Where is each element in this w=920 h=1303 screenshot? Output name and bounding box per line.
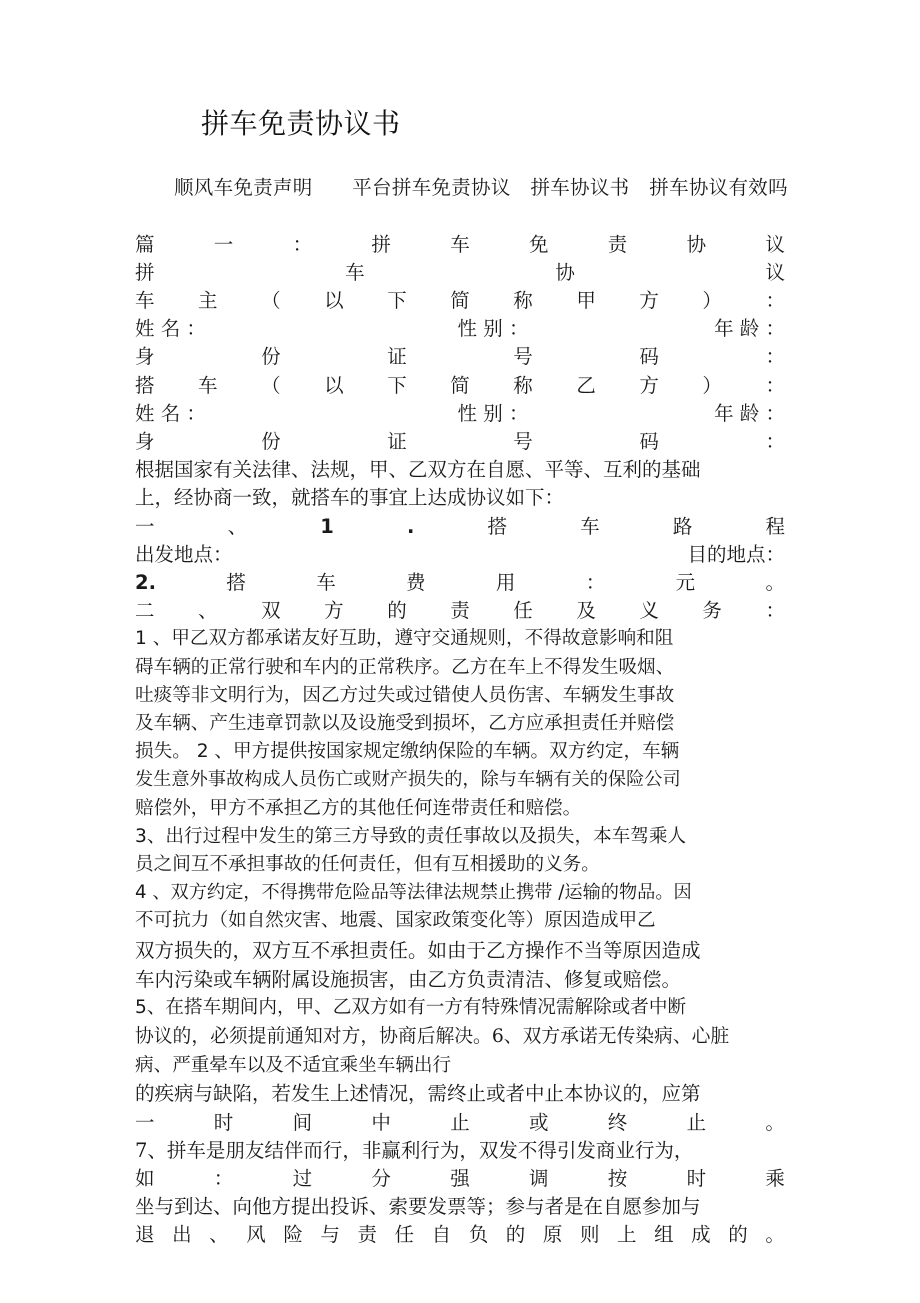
char: 身 — [135, 345, 155, 369]
char: 及 — [576, 599, 596, 623]
char: 号 — [513, 345, 533, 369]
char: 时 — [213, 1110, 234, 1134]
char: 甲 — [576, 289, 596, 313]
char: 车 — [345, 260, 365, 284]
char: 乙 — [576, 373, 596, 397]
char: 1 — [320, 514, 334, 538]
char: 、 — [209, 1223, 229, 1247]
closing-line — [135, 1221, 785, 1249]
char: 车 — [198, 373, 218, 397]
char: 证 — [387, 345, 407, 369]
char: 称 — [513, 373, 533, 397]
char: 中 — [371, 1110, 391, 1134]
char: ： — [765, 430, 785, 454]
char: 、 — [227, 514, 248, 538]
char: 止 — [450, 1110, 470, 1134]
char: 拼 — [135, 260, 155, 284]
clause-line: 5、在搭车期间内，甲、乙双方如有一方有特殊情况需解除或者中断 — [135, 996, 687, 1018]
char: ： — [765, 599, 785, 623]
clause-line: 吐痰等非文明行为，因乙方过失或过错使人员伤害、车辆发生事故 — [135, 684, 675, 706]
char: 调 — [528, 1166, 549, 1190]
char: 车 — [135, 289, 155, 313]
party-b-id-line — [135, 428, 785, 456]
char: 证 — [387, 430, 407, 454]
char: 方 — [639, 373, 659, 397]
clause-line: 不可抗力（如自然灾害、地震、国家政策变化等）原因造成甲乙 — [135, 910, 656, 932]
char: 下 — [387, 373, 407, 397]
char: 协 — [555, 260, 575, 284]
clause-line: 协议的，必须提前通知对方，协商后解决。6、双方承诺无传染病、心脏 — [135, 1026, 730, 1048]
char: 一 — [135, 514, 155, 538]
char: 车 — [450, 232, 470, 256]
document-content — [135, 104, 788, 1250]
heading-driver — [135, 287, 785, 315]
char: 风 — [246, 1223, 266, 1247]
heading-passenger — [135, 372, 785, 400]
char: 务 — [702, 599, 722, 623]
preamble-line: 上，经协商一致，就搭车的事宜上达成协议如下： — [135, 486, 565, 510]
char: 责 — [357, 1223, 377, 1247]
char: 的 — [728, 1223, 748, 1247]
clause-line: 的疾病与缺陷，若发生上述情况，需终止或者中止本协议的，应第 — [135, 1082, 701, 1106]
clause-line: 碍车辆的正常行驶和车内的正常秩序。乙方在车上不得发生吸烟、 — [135, 656, 675, 678]
keyword-line — [135, 146, 788, 231]
char: 间 — [292, 1110, 313, 1134]
clause-line: 1 、甲乙双方都承诺友好互助，遵守交通规则，不得故意影响和阻 — [135, 628, 674, 650]
char: 费 — [406, 571, 426, 595]
keyword-item-1: 平台拼车免责协议 — [352, 176, 511, 200]
char: 负 — [468, 1223, 489, 1247]
field-label-gender: 性 别 ： — [457, 401, 529, 425]
char: ： — [765, 289, 785, 313]
field-label-gender: 性 别 ： — [457, 317, 529, 341]
clause-line: 双方损失的，双方互不承担责任。如由于乙方操作不当等原因造成 — [135, 938, 701, 962]
char: . — [406, 514, 415, 538]
char: ： — [292, 232, 313, 256]
char: 双 — [261, 599, 281, 623]
keyword-item-3: 拼车协议有效吗 — [649, 176, 788, 200]
field-label-age: 年 龄 ： — [714, 317, 785, 341]
keyword-item-2: 拼车协议书 — [530, 176, 630, 200]
char: 时 — [686, 1166, 707, 1190]
party-a-name-line — [135, 315, 785, 343]
char: 则 — [579, 1223, 600, 1247]
char: 程 — [765, 514, 785, 538]
kw-gap-1 — [511, 176, 531, 199]
char: 简 — [450, 289, 470, 313]
page-title: 拼车免责协议书 — [201, 107, 401, 140]
section-one-title — [135, 513, 785, 541]
char: 。 — [765, 1110, 785, 1134]
char: 方 — [639, 289, 659, 313]
char: 任 — [394, 1223, 415, 1247]
char: 用 — [495, 571, 516, 595]
char: 原 — [542, 1223, 563, 1247]
char: 以 — [324, 289, 344, 313]
char: 乘 — [765, 1166, 785, 1190]
char: 止 — [686, 1110, 707, 1134]
char: 任 — [513, 599, 533, 623]
field-label-age: 年 龄 ： — [714, 401, 785, 425]
char: 一 — [135, 1110, 155, 1134]
char: 以 — [324, 373, 344, 397]
char: 搭 — [135, 373, 155, 397]
char: 与 — [320, 1223, 340, 1247]
preamble-line: 根据国家有关法律、法规，甲、乙双方在自愿、平等、互利的基础 — [135, 458, 701, 482]
destination-label: 目的地点： — [687, 542, 785, 566]
kw-gap-2 — [629, 176, 649, 199]
char: 身 — [135, 430, 155, 454]
char: （ — [261, 373, 281, 397]
char: ） — [702, 373, 722, 397]
field-label-name: 姓 名 ： — [135, 317, 206, 341]
char: 协 — [686, 232, 707, 256]
clause-line: 损失。 2 、甲方提供按国家规定缴纳保险的车辆。双方约定，车辆 — [135, 741, 680, 763]
char: 的 — [505, 1223, 526, 1247]
char: 议 — [765, 232, 785, 256]
char: 份 — [261, 430, 281, 454]
char: 议 — [765, 260, 785, 284]
char: ： — [213, 1166, 234, 1190]
field-label-name: 姓 名 ： — [135, 401, 206, 425]
char: 。 — [765, 571, 785, 595]
char: 终 — [607, 1110, 628, 1134]
char: 下 — [387, 289, 407, 313]
fee-line — [135, 569, 785, 597]
example-line — [135, 1165, 785, 1193]
char: 义 — [639, 599, 659, 623]
heading-pian-yi — [135, 231, 785, 259]
char: 退 — [135, 1223, 155, 1247]
char: 简 — [450, 373, 470, 397]
char: ） — [702, 289, 722, 313]
char: 的 — [387, 599, 407, 623]
section-two-title — [135, 597, 785, 625]
char: 过 — [292, 1166, 313, 1190]
char: 责 — [450, 599, 470, 623]
char: 搭 — [226, 571, 246, 595]
clause-line: 赔偿外，甲方不承担乙方的其他任何连带责任和赔偿。 — [135, 797, 582, 819]
char: 车 — [580, 514, 600, 538]
char: 码 — [639, 430, 659, 454]
clause-line: 病、严重晕车以及不适宜乘坐车辆出行 — [135, 1055, 452, 1077]
char: 二 — [135, 599, 155, 623]
char: 自 — [431, 1223, 452, 1247]
char: 拼 — [371, 232, 391, 256]
char: 搭 — [487, 514, 508, 538]
char: 方 — [324, 599, 344, 623]
char: ： — [765, 373, 785, 397]
char: 称 — [513, 289, 533, 313]
party-b-name-line — [135, 400, 785, 428]
char: 码 — [639, 345, 659, 369]
char: 责 — [607, 232, 628, 256]
clause-line: 坐与到达、向他方提出投诉、索要发票等；参与者是在自愿参加与 — [135, 1195, 701, 1219]
heading-pinche-xieyi — [135, 259, 785, 287]
char: 路 — [672, 514, 693, 538]
clause-line: 4 、双方约定，不得携带危险品等法律法规禁止携带 /运输的物品。因 — [135, 882, 692, 904]
suspend-or-terminate-line — [135, 1109, 785, 1137]
char: 一 — [213, 232, 234, 256]
char: 强 — [450, 1166, 470, 1190]
char: 元 — [675, 571, 696, 595]
char: 2. — [135, 571, 156, 595]
char: 号 — [513, 430, 533, 454]
char: 、 — [198, 599, 218, 623]
char: 如 — [135, 1166, 155, 1190]
clause-line: 车内污染或车辆附属设施损害，由乙方负责清洁、修复或赔偿。 — [135, 967, 682, 991]
clause-line: 及车辆、产生违章罚款以及设施受到损坏，乙方应承担责任并赔偿 — [135, 713, 675, 735]
char: 险 — [283, 1223, 303, 1247]
char: 成 — [691, 1223, 711, 1247]
clause-line: 发生意外事故构成人员伤亡或财产损失的，除与车辆有关的保险公司 — [135, 769, 681, 791]
char: ： — [765, 345, 785, 369]
char: 免 — [528, 232, 549, 256]
char: 组 — [654, 1223, 674, 1247]
party-a-id-line — [135, 343, 785, 371]
char: 或 — [528, 1110, 549, 1134]
char: ： — [585, 571, 606, 595]
char: （ — [261, 289, 281, 313]
char: 出 — [172, 1223, 192, 1247]
char: 。 — [765, 1223, 785, 1247]
clause-line: 3、出行过程中发生的第三方导致的责任事故以及损失，本车驾乘人 — [135, 825, 687, 847]
char: 按 — [607, 1166, 628, 1190]
origin-label: 出发地点： — [135, 542, 233, 566]
kw-gap-0 — [313, 176, 353, 199]
char: 主 — [198, 289, 218, 313]
char: 车 — [316, 571, 336, 595]
char: 篇 — [135, 232, 155, 256]
char: 上 — [617, 1223, 637, 1247]
char: 份 — [261, 345, 281, 369]
clause-line: 7、拼车是朋友结伴而行，非赢利行为，双发不得引发商业行为， — [135, 1138, 694, 1162]
char: 分 — [371, 1166, 391, 1190]
keyword-item-0: 顺风车免责声明 — [174, 176, 313, 200]
route-location-line — [135, 541, 785, 569]
clause-line: 员之间互不承担事故的任何责任，但有互相援助的义务。 — [135, 854, 600, 876]
